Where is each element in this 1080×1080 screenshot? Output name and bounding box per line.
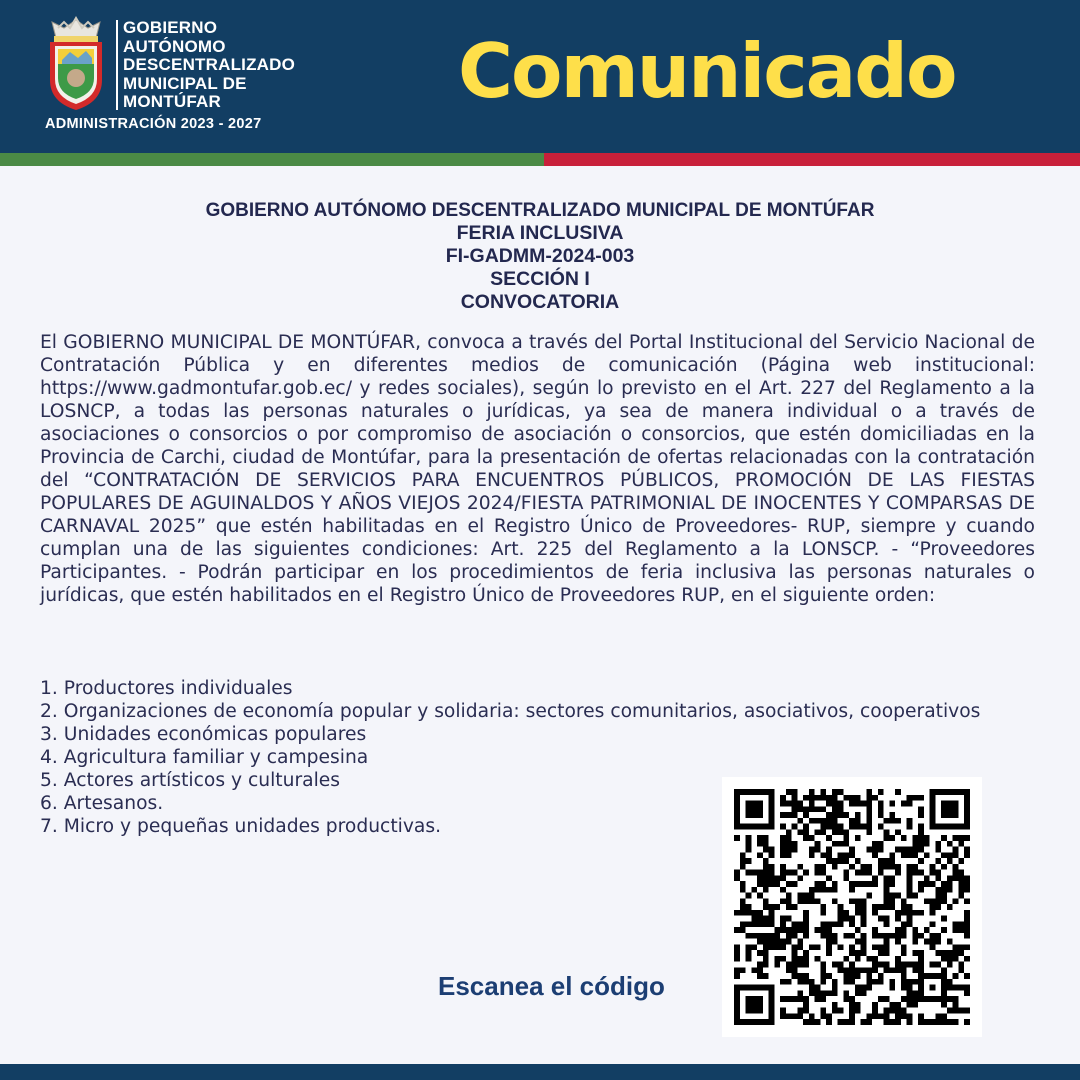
heading-code: FI-GADMM-2024-003	[445, 245, 635, 267]
heading-call: CONVOCATORIA	[460, 291, 620, 313]
list-item: 3. Unidades económicas populares	[40, 724, 367, 745]
list-item: 7. Micro y pequeñas unidades productivas.	[40, 816, 442, 837]
list-item: 5. Actores artísticos y culturales	[40, 770, 341, 791]
organization-name	[123, 19, 323, 112]
notice-body: El GOBIERNO MUNICIPAL DE MONTÚFAR, convoca a través del Portal Institucional del Servicio Nacional de Contratación Pública y en diferentes medios de comunicación (Página web institucional: https://www.gadmontufar.gob.ec/ y redes sociales), según lo previsto en el Art. 227 del Reglamento a la LOSNCP, a todas las personas naturales o jurídicas, ya sea de manera individual o a través de asociaciones o consorcios o por compromiso de asociación o consorcios, que estén domiciliadas en la Provincia de Carchi, ciudad de Montúfar, para la presentación de ofertas relacionadas con la contratación del “CONTRATACIÓN DE SERVICIOS PARA ENCUENTROS PÚBLICOS, PROMOCIÓN DE LAS FIESTAS POPULARES DE AGUINALDOS Y AÑOS VIEJOS 2024/FIESTA PATRIMONIAL DE INOCENTES Y COMPARSAS DE CARNAVAL 2025” que estén habilitadas en el Registro Único de Proveedores- RUP, siempre y cuando cumplan una de las siguientes condiciones: Art. 225 del Reglamento a la LONSCP. - “Proveedores Participantes. - Podrán participar en los procedimientos de feria inclusiva las personas naturales o jurídicas, que estén habilitados en el Registro Único de Proveedores RUP, en el siguiente orden:	[40, 332, 1035, 606]
municipal-crest-icon	[44, 16, 108, 112]
list-item: 6. Artesanos.	[40, 793, 164, 814]
page-title: Comunicado	[458, 27, 956, 115]
green-stripe	[0, 153, 544, 166]
footer-bar	[0, 1064, 1080, 1080]
list-item: 4. Agricultura familiar y campesina	[40, 747, 369, 768]
list-item: 1. Productores individuales	[40, 678, 293, 699]
notice-headings	[0, 199, 1080, 314]
org-name-line: DESCENTRALIZADO	[123, 55, 296, 74]
heading-institution: GOBIERNO AUTÓNOMO DESCENTRALIZADO MUNICIPAL DE MONTÚFAR	[205, 200, 875, 221]
header-banner	[0, 0, 1080, 153]
heading-process: FERIA INCLUSIVA	[456, 222, 624, 244]
scan-code-label: Escanea el código	[438, 971, 665, 1001]
qr-code-icon	[734, 789, 970, 1025]
org-name-line: AUTÓNOMO	[123, 36, 226, 56]
qr-code[interactable]	[722, 777, 982, 1037]
header-divider	[116, 20, 118, 110]
org-name-line: MONTÚFAR	[123, 92, 221, 111]
org-name-line: MUNICIPAL DE	[123, 73, 247, 93]
heading-section: SECCIÓN I	[490, 268, 590, 290]
administration-period: ADMINISTRACIÓN 2023 - 2027	[45, 116, 262, 132]
org-name-line: GOBIERNO	[123, 18, 218, 37]
list-item: 2. Organizaciones de economía popular y solidaria: sectores comunitarios, asociativos, cooperativos	[40, 701, 981, 722]
red-stripe	[544, 153, 1080, 166]
